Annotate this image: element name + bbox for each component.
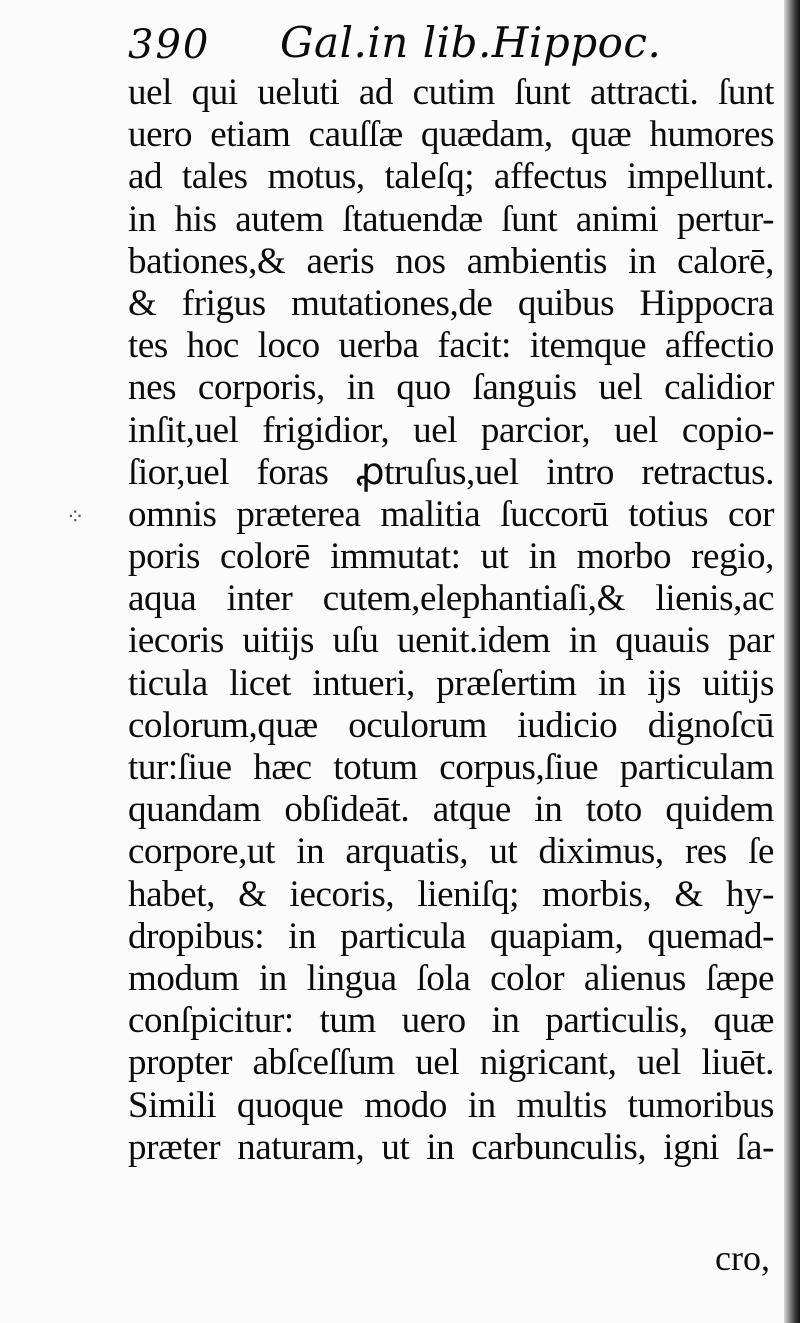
text-line: tur:ſiue hæc totum corpus,ſiue particulam bbox=[128, 747, 774, 788]
text-line: uel qui ueluti ad cutim ſunt attracti. ſunt bbox=[128, 72, 774, 113]
text-line: propter abſceſſum uel nigricant, uel liuēt. bbox=[128, 1042, 774, 1084]
text-line: & frigus mutationes,de quibus Hippocra bbox=[128, 282, 774, 324]
text-line: nes corporis, in quo ſanguis uel calidior bbox=[128, 367, 774, 409]
catchword: cro, bbox=[715, 1238, 770, 1278]
text-line: præter naturam, ut in carbunculis, igni ſa- bbox=[128, 1126, 774, 1168]
running-title: Gal.in lib.Hippoc. bbox=[280, 18, 662, 67]
text-line: Simili quoque modo in multis tumoribus bbox=[128, 1084, 774, 1126]
text-line: ticula licet intueri, præſertim in ijs uitijs bbox=[128, 662, 774, 704]
text-line: ſior,uel foras ꝓtruſus,uel intro retractus. bbox=[128, 451, 774, 493]
text-line: colorum,quæ oculorum iudicio dignoſcū bbox=[128, 704, 774, 746]
text-line: inſit,uel frigidior, uel parcior, uel copio- bbox=[128, 409, 774, 451]
page-header bbox=[128, 14, 768, 76]
page-edge-shadow bbox=[784, 0, 800, 1323]
text-line: iecoris uitijs uſu uenit.idem in quauis par bbox=[128, 620, 774, 662]
text-line: tes hoc loco uerba facit: itemque affectio bbox=[128, 325, 774, 367]
text-line: uero etiam cauſſæ quædam, quæ humores bbox=[128, 114, 774, 156]
text-line: aqua inter cutem,elephantiaſi,& lienis,ac bbox=[128, 578, 774, 620]
text-line: in his autem ſtatuendæ ſunt animi pertur- bbox=[128, 198, 774, 240]
body-text bbox=[128, 72, 774, 1169]
text-line: ad tales motus, taleſq; affectus impellunt. bbox=[128, 156, 774, 198]
text-line: omnis præterea malitia ſuccorū totius cor bbox=[128, 493, 774, 535]
text-line: conſpicitur: tum uero in particulis, quæ bbox=[128, 1000, 774, 1042]
text-line: modum in lingua ſola color alienus ſæpe bbox=[128, 957, 774, 999]
text-line: poris colorē immutat: ut in morbo regio, bbox=[128, 536, 774, 578]
text-line: corpore,ut in arquatis, ut diximus, res ſe bbox=[128, 831, 774, 873]
text-line: quandam obſideāt. atque in toto quidem bbox=[128, 789, 774, 831]
text-line: habet, & iecoris, lieniſq; morbis, & hy- bbox=[128, 873, 774, 915]
page-number: 390 bbox=[128, 22, 211, 68]
text-line: dropibus: in particula quapiam, quemad- bbox=[128, 915, 774, 957]
text-line: bationes,& aeris nos ambientis in calorē, bbox=[128, 240, 774, 282]
margin-ink-speck: ⁘ bbox=[66, 505, 85, 530]
